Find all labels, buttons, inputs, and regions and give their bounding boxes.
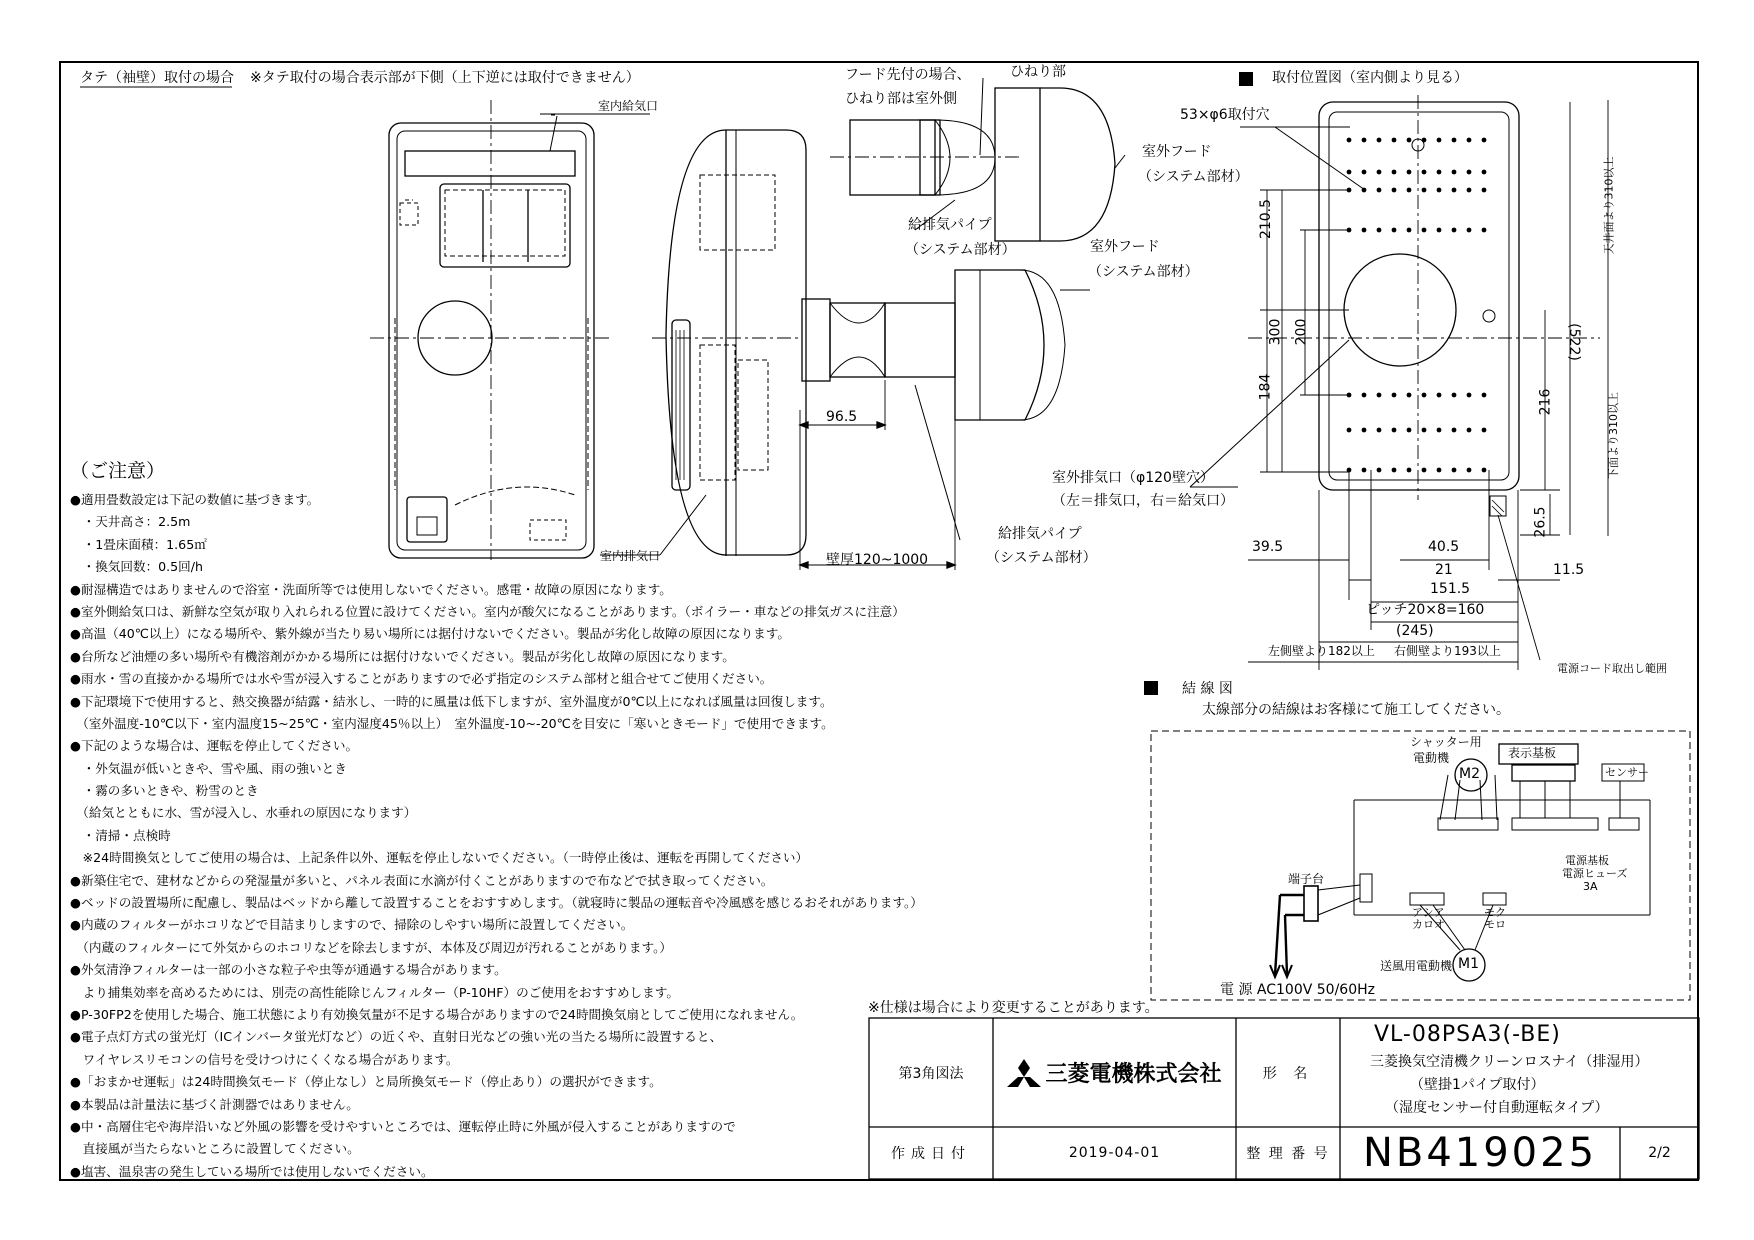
date-label: 作成日付 xyxy=(891,1146,971,1162)
mount-note: ※タテ取付の場合表示部が下側（上下逆には取付できません） xyxy=(250,70,640,86)
dim-151-5: 151.5 xyxy=(1430,581,1471,597)
label-shutter-motor: シャッター用 xyxy=(1410,735,1482,749)
note-line: ●電子点灯方式の蛍光灯（ICインバータ蛍光灯など）の近くや、直射日光などの強い光の当たる場所に設置すると、 xyxy=(70,1029,723,1045)
dim-pitch: ピッチ20×8=160 xyxy=(1366,602,1485,618)
mount-hole xyxy=(1482,188,1487,193)
label-system-part-pipe-upper: （システム部材） xyxy=(905,242,1016,258)
note-line: ●耐湿構造ではありませんので浴室・洗面所等では使用しないでください。感電・故障の原因になります。 xyxy=(70,581,672,597)
note-line: 直接風が当たらないところに設置してください。 xyxy=(70,1141,360,1157)
mount-title: タテ（袖壁）取付の場合 xyxy=(80,70,234,86)
caution-notes xyxy=(70,456,923,1183)
label-system-part-upper: （システム部材） xyxy=(1138,169,1249,185)
mount-hole xyxy=(1437,428,1442,433)
projection-method: 第3角図法 xyxy=(898,1065,964,1082)
note-line: ●外気清浄フィルターは一部の小さな粒子や虫等が通過する場合があります。 xyxy=(70,962,507,978)
label-hood-note-1: フード先付の場合、 xyxy=(845,67,971,83)
label-pipe-upper: 給排気パイプ xyxy=(908,217,992,233)
note-line: ●下記のような場合は、運転を停止してください。 xyxy=(70,738,359,754)
label-pipe-lower: 給排気パイプ xyxy=(998,526,1082,542)
label-display-board: 表示基板 xyxy=(1508,746,1557,760)
dim-300: 300 xyxy=(1267,318,1284,346)
note-line: ワイヤレスリモコンの信号を受けつけにくくなる場合があります。 xyxy=(70,1051,459,1067)
mount-hole xyxy=(1347,428,1352,433)
mount-hole xyxy=(1452,138,1457,143)
mount-hole xyxy=(1482,170,1487,175)
dim-ceiling-clearance: 天井面より310以上 xyxy=(1602,156,1616,255)
note-line: より捕集効率を高めるためには、別売の高性能除じんフィルター（P-10HF）のご使用をおすすめします。 xyxy=(70,984,679,1000)
note-line: ●「おまかせ運転」は24時間換気モード（停止なし）と局所換気モード（停止あり）の選択ができます。 xyxy=(70,1074,662,1090)
note-line: （室外温度-10℃以下・室内温度15~25℃・室内湿度45％以上） 室外温度-10~-20℃を目安に「寒いときモード」で使用できます。 xyxy=(70,715,834,731)
mount-hole xyxy=(1362,228,1367,233)
label-shutter-motor-2: 電動機 xyxy=(1413,751,1450,765)
mount-hole xyxy=(1482,468,1487,473)
mount-hole xyxy=(1407,228,1412,233)
note-line: ●本製品は計量法に基づく計測器ではありません。 xyxy=(70,1096,359,1112)
note-line: ●高温（40℃以上）になる場所や、紫外線が当たり易い場所には据付けないでください。製品が劣化し故障の原因になります。 xyxy=(70,626,790,642)
label-outdoor-hood-lower: 室外フード xyxy=(1090,239,1160,255)
dim-200: 200 xyxy=(1293,318,1310,346)
company-logo-block xyxy=(993,1018,1236,1127)
mount-hole xyxy=(1482,393,1487,398)
mount-hole xyxy=(1452,170,1457,175)
spec-change-note: ※仕様は場合により変更することがあります。 xyxy=(868,1000,1159,1016)
mount-hole xyxy=(1362,428,1367,433)
label-indoor-exhaust: 室内排気口 xyxy=(600,549,661,563)
mount-hole xyxy=(1422,188,1427,193)
company-name: 三菱電機株式会社 xyxy=(1045,1062,1222,1087)
creation-date: 2019-04-01 xyxy=(1068,1145,1161,1161)
mitsubishi-logo-icon xyxy=(1007,1058,1041,1088)
label-fuse-value: 3A xyxy=(1583,880,1598,893)
model-desc-2: （壁掛1パイプ取付） xyxy=(1410,1077,1545,1093)
pins-left-2: カロオ xyxy=(1412,918,1445,931)
mount-hole xyxy=(1422,428,1427,433)
mount-hole xyxy=(1467,393,1472,398)
note-line: ●下記環境下で使用すると、熱交換器が結露・結氷し、一時的に風量は低下しますが、室外温度が0℃以上になれば風量は回復します。 xyxy=(70,693,833,709)
mount-hole xyxy=(1362,188,1367,193)
mount-hole xyxy=(1362,170,1367,175)
mount-hole xyxy=(1377,170,1382,175)
dim-522: (522) xyxy=(1565,323,1582,361)
label-outdoor-hood-upper: 室外フード xyxy=(1142,144,1212,160)
doc-number-label: 整 理 番 号 xyxy=(1246,1146,1330,1162)
label-fan-motor: 送風用電動機 xyxy=(1380,959,1453,973)
dim-184: 184 xyxy=(1257,373,1274,401)
label-power-supply: 電 源 AC100V 50/60Hz xyxy=(1220,982,1375,998)
mount-hole xyxy=(1362,393,1367,398)
mount-hole xyxy=(1467,428,1472,433)
dim-210-5: 210.5 xyxy=(1258,198,1275,240)
notes-list xyxy=(70,489,923,1183)
mount-hole xyxy=(1407,188,1412,193)
mount-hole xyxy=(1467,188,1472,193)
mount-hole xyxy=(1452,228,1457,233)
mount-hole xyxy=(1482,138,1487,143)
note-line: ●雨水・雪の直接かかる場所では水や雪が浸入することがありますので必ず指定のシステム部材と組合せてご使用ください。 xyxy=(70,671,773,687)
dim-wall-thickness: 壁厚120~1000 xyxy=(826,552,929,568)
dim-right-wall: 右側壁より193以上 xyxy=(1394,644,1501,658)
mount-hole xyxy=(1467,468,1472,473)
label-power-board: 電源基板 xyxy=(1565,854,1609,867)
mount-hole xyxy=(1452,188,1457,193)
motor-m1: M1 xyxy=(1458,956,1479,972)
mount-hole xyxy=(1422,228,1427,233)
mount-hole xyxy=(1392,468,1397,473)
mount-hole xyxy=(1422,393,1427,398)
mount-hole xyxy=(1347,188,1352,193)
model-number: VL-08PSA3(-BE) xyxy=(1374,1022,1561,1047)
mount-hole xyxy=(1452,393,1457,398)
mount-hole xyxy=(1467,170,1472,175)
mount-hole xyxy=(1392,188,1397,193)
label-sensor: センサー xyxy=(1605,766,1649,779)
label-system-part-pipe-lower: （システム部材） xyxy=(986,550,1097,566)
pins-right: モク xyxy=(1484,906,1506,919)
notes-title: （ご注意） xyxy=(70,460,166,482)
label-system-part-lower: （システム部材） xyxy=(1088,264,1199,280)
mount-hole xyxy=(1467,228,1472,233)
mount-hole xyxy=(1407,138,1412,143)
note-line: ※24時間換気としてご使用の場合は、上記条件以外、運転を停止しないでください。（一時停止後は、運転を再開してください） xyxy=(70,850,809,866)
mount-hole xyxy=(1467,138,1472,143)
mount-hole xyxy=(1362,138,1367,143)
dim-39-5: 39.5 xyxy=(1252,539,1284,555)
dim-26-5: 26.5 xyxy=(1532,506,1549,538)
model-desc-3: （湿度センサー付自動運転タイプ） xyxy=(1385,1100,1609,1116)
pins-left: アシア xyxy=(1412,906,1445,919)
dim-96-5: 96.5 xyxy=(826,409,858,425)
mount-hole xyxy=(1392,138,1397,143)
model-label: 形 名 xyxy=(1262,1065,1314,1082)
mount-hole xyxy=(1392,170,1397,175)
dim-21: 21 xyxy=(1435,562,1453,578)
label-mount-holes: 53×φ6取付穴 xyxy=(1180,107,1270,123)
note-line: ●室外側給気口は、新鮮な空気が取り入れられる位置に設けてください。室内が酸欠になることがあります。（ボイラー・車などの排気ガスに注意） xyxy=(70,603,905,619)
mount-hole xyxy=(1407,468,1412,473)
note-line: ●P-30FP2を使用した場合、施工状態により有効換気量が不足する場合がありますので24時間換気扇としてご使用になれません。 xyxy=(70,1006,804,1022)
mount-hole xyxy=(1377,138,1382,143)
label-power-fuse: 電源ヒューズ xyxy=(1562,867,1628,880)
label-exhaust-port-sub: （左＝排気口，右＝給気口） xyxy=(1052,493,1234,509)
mount-hole xyxy=(1392,428,1397,433)
note-line: ・清掃・点検時 xyxy=(70,827,171,843)
mount-hole xyxy=(1347,393,1352,398)
label-hood-note-2: ひねり部は室外側 xyxy=(845,91,957,107)
mount-hole xyxy=(1407,393,1412,398)
mount-hole xyxy=(1437,228,1442,233)
mount-hole xyxy=(1437,170,1442,175)
mount-hole xyxy=(1482,428,1487,433)
position-view-title: 取付位置図（室内側より見る） xyxy=(1272,70,1468,86)
mount-hole xyxy=(1437,393,1442,398)
doc-number: NB419025 xyxy=(1362,1130,1598,1176)
wiring-subtitle: 太線部分の結線はお客様にて施工してください。 xyxy=(1202,702,1510,718)
mount-hole xyxy=(1452,468,1457,473)
mount-hole xyxy=(1422,170,1427,175)
motor-m2: M2 xyxy=(1459,766,1480,782)
note-line: ・外気温が低いときや、雪や風、雨の強いとき xyxy=(70,760,347,776)
note-line: （給気とともに水、雪が浸入し、水垂れの原因になります） xyxy=(70,805,417,821)
note-line: ●台所など油煙の多い場所や有機溶剤がかかる場所には据付けないでください。製品が劣化し故障の原因になります。 xyxy=(70,648,735,664)
mount-hole xyxy=(1422,468,1427,473)
label-terminal: 端子台 xyxy=(1288,872,1325,886)
note-line: ●ベッドの設置場所に配慮し、製品はベッドから離して設置することをおすすめします。（就寝時に製品の運転音や冷風感を感じるおそれがあります。） xyxy=(70,895,923,911)
note-line: ●適用畳数設定は下記の数値に基づきます。 xyxy=(70,492,320,507)
label-cord-range: 電源コード取出し範囲 xyxy=(1557,662,1667,675)
mount-hole xyxy=(1392,393,1397,398)
label-twist: ひねり部 xyxy=(1010,64,1066,80)
dim-left-wall: 左側壁より182以上 xyxy=(1268,644,1375,658)
mount-hole xyxy=(1377,188,1382,193)
wiring-title: 結 線 図 xyxy=(1182,681,1233,697)
mount-hole xyxy=(1377,428,1382,433)
mount-hole xyxy=(1362,468,1367,473)
note-line: ●新築住宅で、建材などからの発湿量が多いと、パネル表面に水滴が付くことがありますので布などで拭き取ってください。 xyxy=(70,872,774,888)
dim-11-5: 11.5 xyxy=(1553,562,1585,578)
mount-hole xyxy=(1377,228,1382,233)
pins-right-2: モロ xyxy=(1484,918,1506,931)
mount-hole xyxy=(1407,170,1412,175)
model-desc-1: 三菱換気空清機クリーンロスナイ（排湿用） xyxy=(1370,1054,1649,1070)
dim-40-5: 40.5 xyxy=(1428,539,1460,555)
label-indoor-supply: 室内給気口 xyxy=(598,99,659,113)
note-line: ●中・高層住宅や海岸沿いなど外風の影響を受けやすいところでは、運転停止時に外風が侵入することがありますので xyxy=(70,1118,736,1134)
dim-216: 216 xyxy=(1537,388,1554,416)
note-line: ・1畳床面積：1.65㎡ xyxy=(70,536,207,552)
mount-hole xyxy=(1347,170,1352,175)
mount-hole xyxy=(1392,228,1397,233)
mount-hole xyxy=(1437,188,1442,193)
mount-hole xyxy=(1347,228,1352,233)
dim-245: (245) xyxy=(1396,623,1434,639)
page-number: 2/2 xyxy=(1648,1145,1671,1161)
note-line: （内蔵のフィルターにて外気からのホコリなどを除去しますが、本体及び周辺が汚れることがあります。） xyxy=(70,939,672,955)
note-line: ・天井高さ：2.5m xyxy=(70,514,191,530)
note-line: ・換気回数：0.5回/h xyxy=(70,559,204,575)
mount-hole xyxy=(1377,468,1382,473)
mount-hole xyxy=(1407,428,1412,433)
mount-hole xyxy=(1422,138,1427,143)
mount-hole xyxy=(1452,428,1457,433)
mount-hole xyxy=(1437,138,1442,143)
mount-hole xyxy=(1347,138,1352,143)
mount-hole xyxy=(1347,468,1352,473)
dim-floor-clearance: 下面より310以上 xyxy=(1607,392,1620,479)
note-line: ●塩害、温泉害の発生している場所では使用しないでください。 xyxy=(70,1163,434,1179)
mount-hole xyxy=(1377,393,1382,398)
note-line: ●内蔵のフィルターがホコリなどで目詰まりしますので、掃除のしやすい場所に設置してください。 xyxy=(70,917,634,933)
mount-hole xyxy=(1437,468,1442,473)
note-line: ・霧の多いときや、粉雪のとき xyxy=(70,783,259,799)
mount-hole xyxy=(1482,228,1487,233)
label-exhaust-port: 室外排気口（φ120壁穴） xyxy=(1052,470,1214,486)
